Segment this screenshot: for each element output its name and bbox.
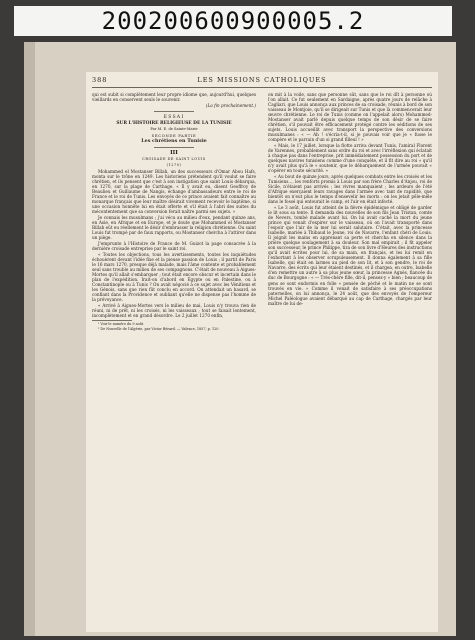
scanned-sheet [24, 42, 456, 636]
article-byline: Par M. E. de Sainte-Marie [150, 126, 198, 131]
body-paragraph: « Au bout de quinze jours, après quelques combats entre les croisés et les Tunisiens..., les renforts promis à Louis par son frère Charles d'Anjou, roi de Sicile, n'étaient pas arrivés ; les vivres manquaient ; les ardeurs de l'été d'Afrique exerçaient leurs ravages dans l'armée avec tant de rapidité, que bientôt on n'eut plus le temps d'ensevelir les morts : on les jetait pêle-mêle dans le fossé qui entourait le camp, et l'air en était infecté. [268, 173, 432, 205]
section-number: III [170, 149, 178, 156]
newspaper-page [86, 72, 438, 632]
body-paragraph: J'emprunte à l'Histoire de France de M. Guizot la page consacrée à la dernière croisade entreprise par le saint roi. [92, 240, 256, 251]
body-paragraph: Mohammed el Mostanser Billah, un des successeurs d'Omar Abou Hafs, monta sur le trône en 1249. Les historiens prétendent qu'il voulut se faire chrétien, et ils pensent que c'est à son instigation que saint Louis débarqua, en 1270, sur la plage de Carthage. « Il y avait eu, disent Geoffroy de Beaulieu et Guillaume de Nangis, échange d'ambassadeurs entre le roi de France et le roi de Tunis. Les envoyés de ce prince avaient fait connaître au monarque français que leur maître désirait vivement recevoir le baptême, si une occasion honnête lui en était offerte et s'il était à l'abri des suites du mécontentement que sa conversion ferait naître parmi ses sujets. » [92, 169, 256, 215]
running-head [92, 76, 432, 86]
article-title: SUR L'HISTOIRE RELIGIEUSE DE LA TUNISIE [116, 120, 232, 126]
article-kicker: ESSAI [163, 114, 185, 120]
article-part: SECONDE PARTIE [151, 132, 197, 138]
journal-title: LES MISSIONS CATHOLIQUES [197, 76, 327, 84]
header-rule [92, 87, 432, 88]
binding-margin [24, 42, 35, 636]
body-paragraph: « Toutes les objections, tous les avertissements, toutes les inquiétudes échouèrent devant l'idée fixe et la pieuse passion de Louis ; il partit de Paris le 16 mars 1270, presque déjà malade, mais l'âme contente et probablement seul sans trouble au milieu de ses compagnons. C'était de nouveau à Aigues-Mortes qu'il allait s'embarquer ; tout était encore obscur et incertain dans le plan de l'expédition. Irait-on d'abord en Égypte ou en Palestine, ou à Constantinople ou à Tunis ? On avait négocié à ce sujet avec les Vénitiens et les Génois, sans que rien fût conclu en accord. On attendait un hasard, se confiant dans la Providence et oubliant qu'elle ne dispense pas l'homme de la prévoyance. [92, 251, 256, 303]
section-title: CROISADE DE SAINT LOUIS [142, 157, 206, 162]
separator [154, 111, 194, 112]
body-paragraph: on mit à la voile, sans que personne sût, sans que le roi dît à personne où l'on allait. Ce fut seulement en Sardaigne, après quatre jours de relâche à Cagliari, que Louis annonça aux princes de sa croisade, réunis à bord de son vaisseau le Montjoie, qu'il se dirigeait sur Tunis et que là commencerait leur œuvre chrétienne. Le roi de Tunis (comme on l'appelait alors) Mohammed-Mostanser avait parlé depuis quelque temps de son désir de se faire chrétien, s'il pouvait être efficacement protégé contre les séditions de ses sujets. Louis accueillit avec transport la perspective des conversions musulmanes : « — Ah ! s'écria-t-il, si je pouvais voir que je « fusse le compère et le parrain d'un si grand filleul ! » [268, 92, 432, 143]
intro-paragraph: qui est subit si complètement leur propre idiome que, aujourd'hui, quelques vieillards en conservent seuls le souvenir. [92, 92, 256, 103]
body-paragraph: « Arrivé à Aigues-Mortes vers le milieu de mai, Louis n'y trouva rien de réuni, ni de prêt, ni les croisés, ni les vaisseaux ; tout se faisait lentement, incomplètement et en grand désordre. Le 2 juillet 1270 enfin, [92, 302, 256, 318]
body-paragraph: Je connais les musulmans ; j'ai vécu au milieu d'eux, pendant quinze ans, en Asie, en Afrique et en Europe, et je doute que Mohammed el Mostanser Billah eût eu réellement le désir d'embrasser la religion chrétienne. Ou saint Louis fut trompé par de faux rapports, ou Mostanser chercha à l'attirer dans un piège. [92, 215, 256, 241]
body-paragraph: « Mais, le 17 juillet, lorsque la flotte arriva devant Tunis, l'amiral Florent de Varennes, probablement sans ordre du roi et avec l'irréflexion qui éclatait à chaque pas dans l'entreprise, prit immédiatement possession du port et de quelques navires tunisiens comme d'une conquête, et il fit dire au roi « qu'il n'y avait plus qu'à le « soutenir, que le débarquement de l'armée pouvait « s'opérer en toute sécurité. » [268, 143, 432, 174]
footnote: ² De Nouvelle de l'Algérie, par Victor Bérard. — Valence, 1857, p. 120. [98, 326, 220, 331]
article-subtitle: Les chrétiens en Tunisie [141, 137, 207, 144]
continuation-note: (La fin prochainement.) [205, 102, 256, 108]
section-date: (1270) [166, 163, 182, 168]
microfilm-id-label: 200200600900005.2 [14, 6, 452, 36]
footnote: ¹ Voir le numéro du 9 août. [98, 321, 145, 326]
page-number: 388 [92, 76, 108, 84]
left-column [92, 92, 256, 331]
footnote-rule [92, 320, 132, 321]
right-column [268, 92, 432, 306]
body-paragraph: « Le 3 août, Louis fut atteint de la fièvre épidémique et obligé de garder le lit sous sa tente. Il demanda des nouvelles de son fils Jean Tristan, comte de Nevers, tombé malade avant lui. On lui avait caché la mort du jeune prince qui venait d'expirer sur le vaisseau, où on l'avait transporté dans l'espoir que l'air de la mer lui serait salutaire. C'était, avec la princesse Isabelle, mariée à Thibaud le Jeune, roi de Navarre, l'enfant chéri de Louis. Il joignit les mains en apprenant sa perte et chercha en silence dans la prière quelque soulagement à sa douleur. Son mal empirait ; il fit appeler son successeur, le prince Philippe, tira de son livre d'Heures des instructions qu'il avait écrites pour lui, de sa main, en français, et les lui remit en l'exhortant à les observer scrupuleusement. Il donna également à sa fille Isabelle, qui était en larmes au pied de son lit, et à son gendre, le roi de Navarre, des écrits qui leur étaient destinés, et il chargea, en outre, Isabelle d'en remettre un autre à sa plus jeune sœur, la princesse Agnès, fiancée du duc de Bourgogne : « — Très-chère fille, dit-il, pensez-y « bien ; beaucoup de gens se sont endormis en folle « pensée de péché et le matin ne se sont trouvés en vie. » Comme il venait de satisfaire à ses préoccupations paternelles, on lui annonça, le 24 août, que des envoyés de l'empereur Michel Paléologue avaient débarqué au cap de Carthage, chargés par leur maître de lui de- [268, 204, 432, 306]
separator [154, 147, 194, 148]
